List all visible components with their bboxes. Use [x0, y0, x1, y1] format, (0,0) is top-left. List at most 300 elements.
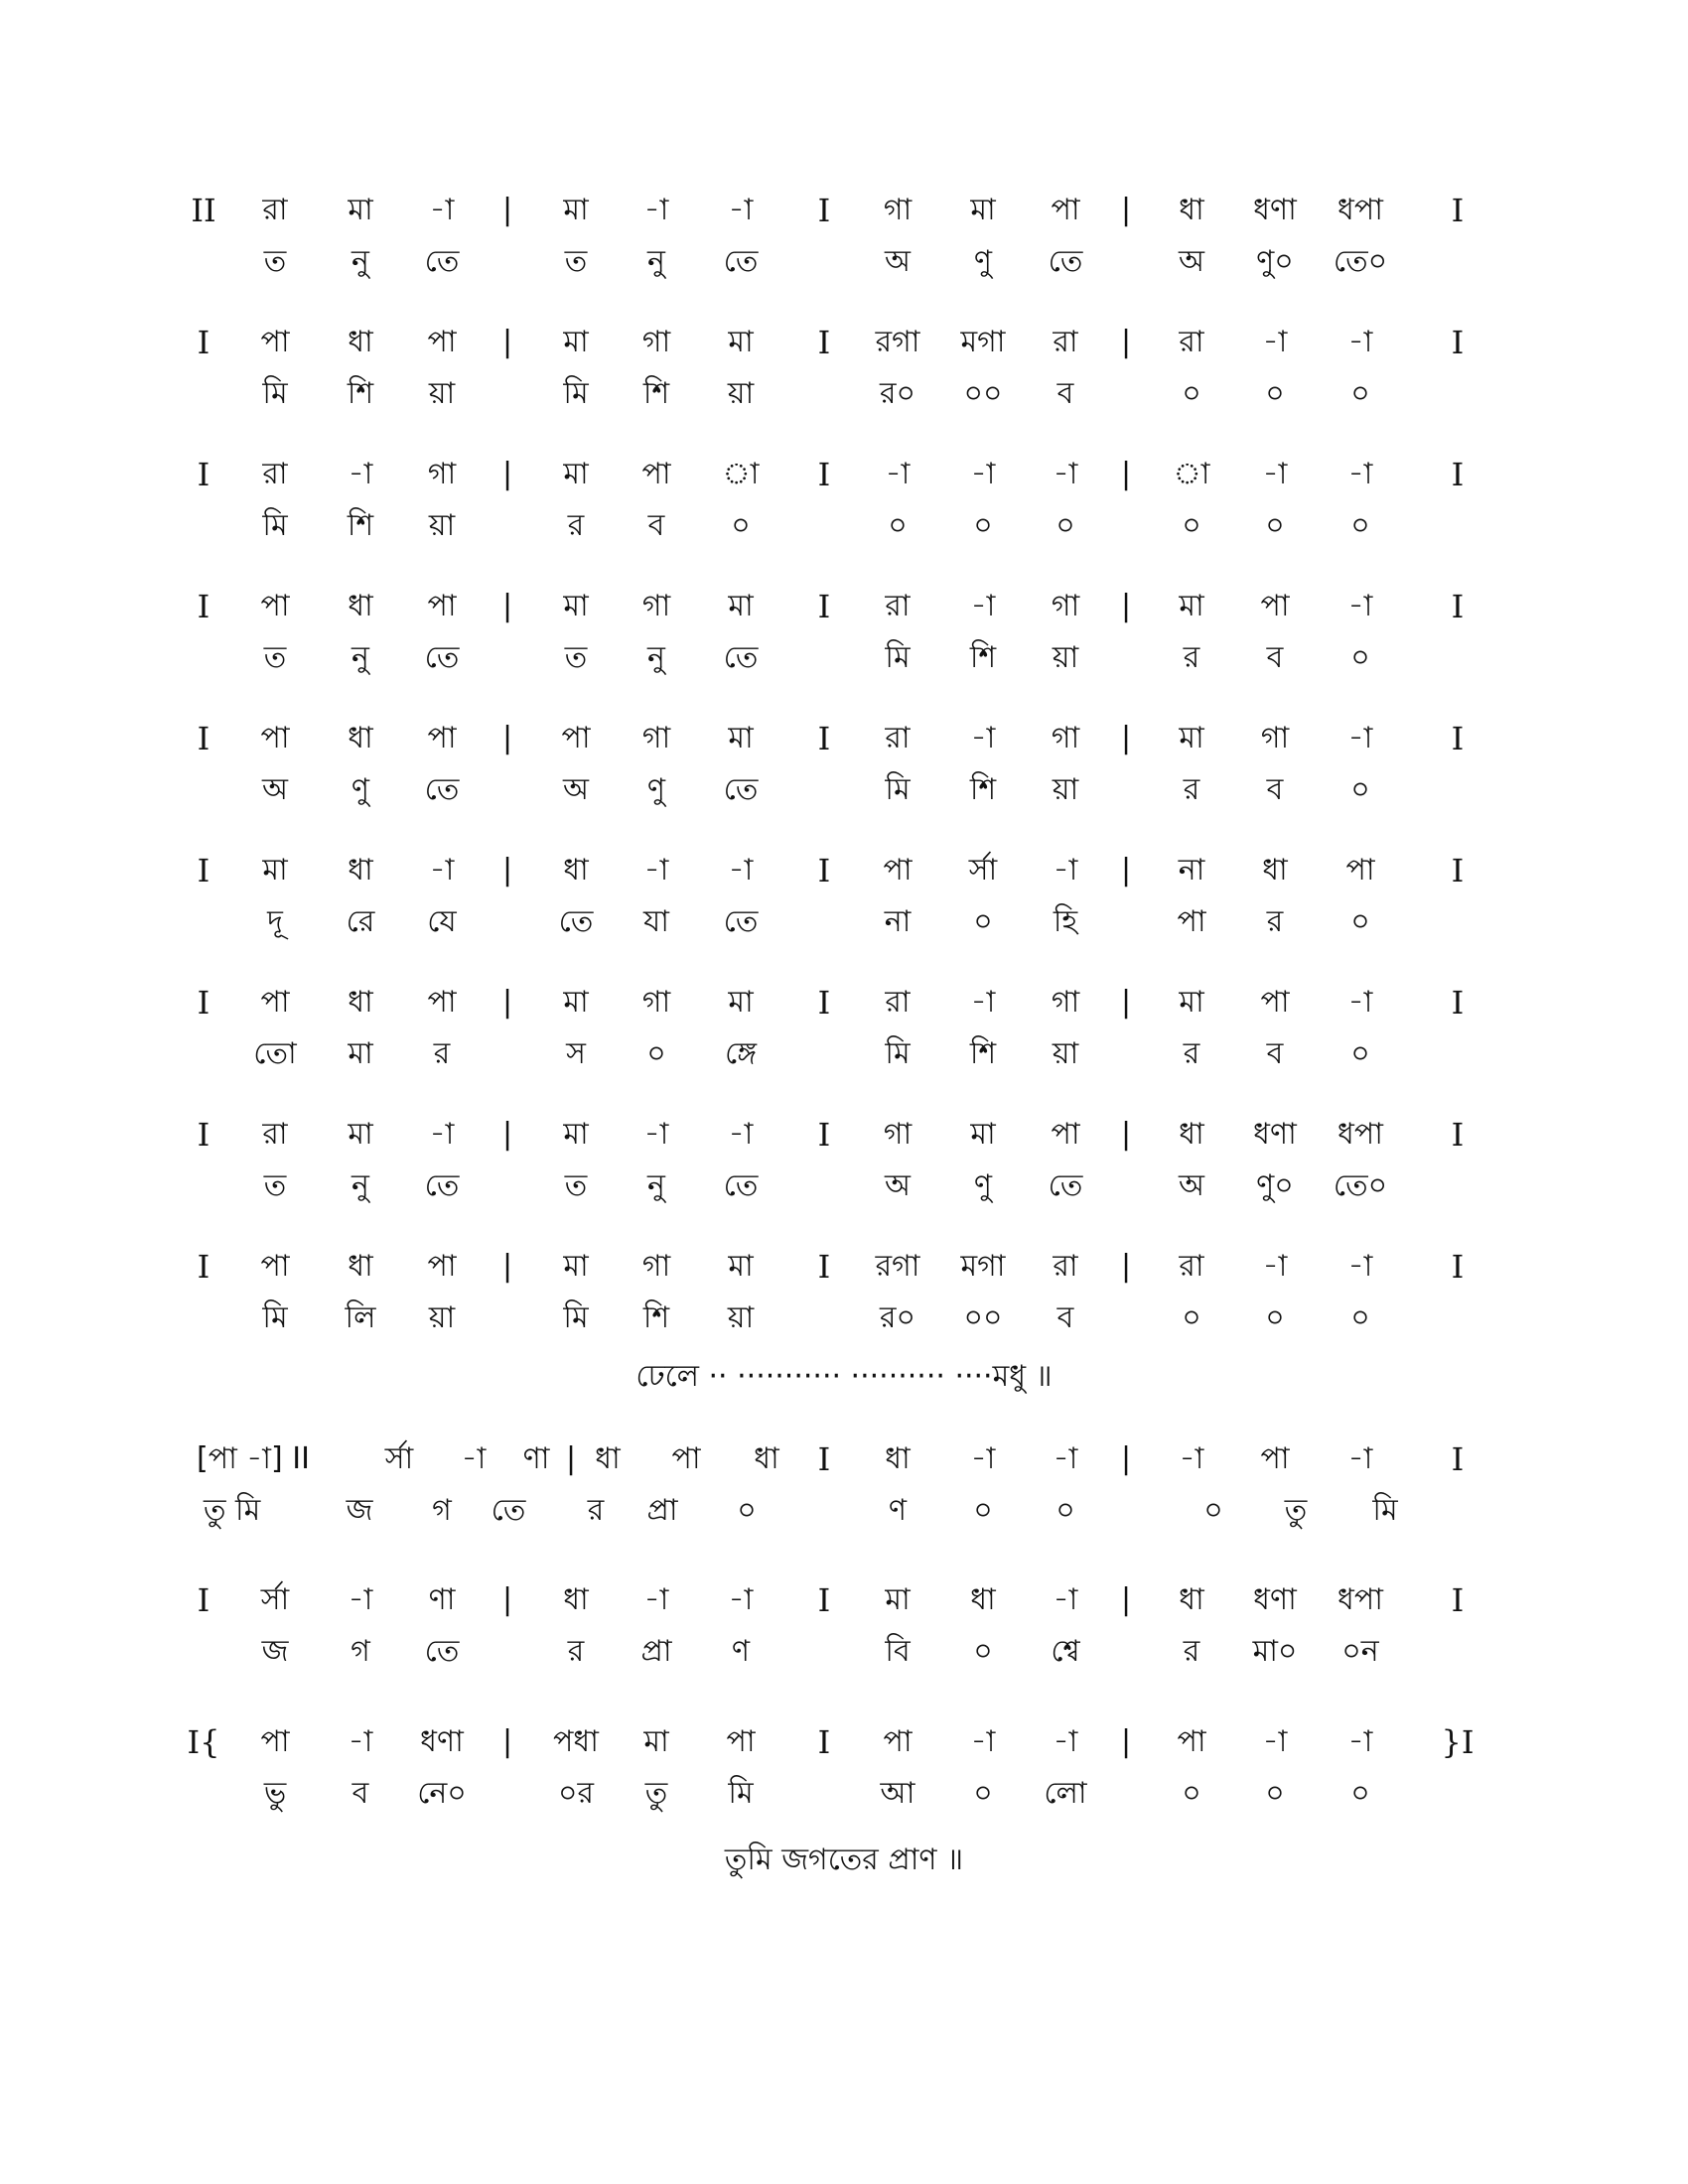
- swara-note: -া: [970, 1441, 996, 1476]
- beat-divider: |: [1120, 1582, 1132, 1617]
- lyric-syllable: ব: [1056, 1300, 1074, 1335]
- swara-note: না: [1178, 853, 1205, 887]
- lyric-syllable: তে: [424, 1634, 460, 1669]
- lyric-row: [0, 372, 1688, 416]
- swara-note: -া: [643, 1582, 669, 1617]
- swara-note: -া: [348, 1582, 373, 1617]
- lyric-syllable: ০: [973, 1634, 993, 1669]
- lyric-syllable: ত: [263, 244, 287, 279]
- swara-note: মা: [728, 1249, 754, 1284]
- swara-note: -া: [643, 1117, 669, 1152]
- swara-row: [0, 1113, 1688, 1157]
- swara-note: -া: [970, 985, 996, 1020]
- swara-note: -া: [1262, 457, 1288, 491]
- lyric-syllable: ০: [1265, 376, 1285, 411]
- swara-note: ধপা: [1337, 1582, 1383, 1617]
- swara-note: -া: [1347, 325, 1373, 359]
- lyric-syllable: তে: [424, 244, 460, 279]
- swara-note: গা: [883, 1117, 913, 1152]
- lyric-syllable: ব: [1056, 376, 1074, 411]
- lyric-syllable: তে: [558, 904, 594, 939]
- lyric-syllable: মি: [885, 640, 911, 675]
- lyric-syllable: মা: [348, 1036, 373, 1071]
- lyric-syllable: ণু: [646, 772, 666, 807]
- swara-note: মা: [1179, 721, 1204, 755]
- swara-row: [0, 981, 1688, 1024]
- swara-note: গা: [1051, 985, 1080, 1020]
- lyric-syllable: শি: [969, 1036, 997, 1071]
- swara-note: -া: [1347, 589, 1373, 623]
- lyric-syllable: তে: [723, 640, 759, 675]
- lyric-syllable: ০: [973, 904, 993, 939]
- swara-note: রগা: [875, 325, 920, 359]
- swara-note: -া: [1179, 1441, 1204, 1476]
- bar-line: I: [817, 1723, 831, 1761]
- lyric-syllable: ০: [737, 1493, 757, 1528]
- swara-note: ধা: [563, 1582, 589, 1617]
- lyric-syllable: ভু: [263, 1776, 287, 1811]
- lyric-syllable: ণ: [888, 1493, 908, 1528]
- swara-note: -া: [1347, 1249, 1373, 1284]
- lyric-syllable: যে: [427, 904, 457, 939]
- lyric-syllable: ০: [1350, 1776, 1370, 1811]
- lyric-syllable: র: [1183, 640, 1200, 675]
- swara-note: পা: [671, 1441, 701, 1476]
- beat-divider: |: [501, 1582, 513, 1617]
- swara-note: -া: [1053, 457, 1078, 491]
- bar-open: I: [197, 588, 211, 625]
- swara-note: রা: [1053, 325, 1078, 359]
- lyric-syllable: তো: [253, 1036, 297, 1071]
- lyric-syllable: ০০: [963, 376, 1003, 411]
- lyric-syllable: লো: [1044, 1776, 1087, 1811]
- lyric-syllable: নু: [647, 244, 665, 279]
- lyric-syllable: র: [587, 1493, 605, 1528]
- lyric-syllable: য়া: [1052, 772, 1079, 807]
- swara-note: পা: [561, 721, 591, 755]
- bar-close: I: [1451, 984, 1465, 1022]
- swara-note: পা: [260, 325, 290, 359]
- swara-note: মা: [728, 325, 754, 359]
- lyric-syllable: র: [567, 508, 585, 543]
- lyric-syllable: র: [1183, 772, 1200, 807]
- lyric-syllable: র০: [879, 376, 916, 411]
- lyric-syllable: ব: [1266, 772, 1284, 807]
- swara-note: ধা: [970, 1582, 996, 1617]
- bar-open: I: [197, 1248, 211, 1286]
- refrain-line: ঢেলে ·· ··········· ·········· ····মধু ॥: [635, 1359, 1053, 1394]
- lyric-syllable: তু: [1284, 1493, 1308, 1528]
- swara-note: মা: [563, 193, 589, 227]
- swara-note: -া: [728, 1582, 754, 1617]
- lyric-syllable: য়া: [428, 508, 456, 543]
- bar-line: I: [817, 1116, 831, 1154]
- bar-open: I: [197, 1116, 211, 1154]
- swara-note: পা: [1177, 1724, 1206, 1759]
- swara-note: রা: [1179, 1249, 1204, 1284]
- lyric-syllable: ব: [647, 508, 665, 543]
- lyric-syllable: য়া: [428, 376, 456, 411]
- lyric-syllable: ণ: [731, 1634, 751, 1669]
- lyric-syllable: য়া: [727, 376, 755, 411]
- beat-divider: |: [501, 457, 513, 491]
- lyric-row: [0, 1164, 1688, 1208]
- swara-note: মা: [728, 721, 754, 755]
- lyric-syllable: ব: [1266, 640, 1284, 675]
- lyric-syllable: ণু: [973, 1168, 993, 1203]
- swara-note: ধা: [348, 325, 373, 359]
- lyric-row: [0, 1772, 1688, 1816]
- beat-divider: |: [1120, 193, 1132, 227]
- swara-note: -া: [643, 193, 669, 227]
- swara-row: [0, 189, 1688, 232]
- lyric-row: [0, 1630, 1688, 1674]
- lyric-syllable: মি: [563, 1300, 589, 1335]
- refrain-line: তুমি জগতের প্রাণ ॥: [724, 1843, 964, 1877]
- lyric-syllable: ০: [1055, 1493, 1075, 1528]
- lyric-syllable: তে: [1048, 1168, 1083, 1203]
- lyric-syllable: না: [884, 904, 912, 939]
- lyric-syllable: ০: [731, 508, 751, 543]
- swara-note: -া: [970, 721, 996, 755]
- beat-divider: |: [501, 853, 513, 887]
- lyric-syllable: ণু০: [1256, 244, 1294, 279]
- lyric-syllable: প্রা: [646, 1493, 678, 1528]
- lyric-syllable: গ: [351, 1634, 370, 1669]
- lyric-syllable: ত: [263, 640, 287, 675]
- lyric-syllable: স: [566, 1036, 586, 1071]
- antara-lyric-prefix: তু মি: [204, 1493, 261, 1528]
- swara-note: পা: [427, 589, 457, 623]
- lyric-syllable: নু: [352, 1168, 369, 1203]
- beat-divider: |: [565, 1441, 577, 1476]
- beat-divider: |: [1120, 1441, 1132, 1476]
- antara-prefix: [পা -া] II: [197, 1441, 310, 1476]
- swara-note: -া: [1347, 1441, 1373, 1476]
- lyric-syllable: মি: [728, 1776, 754, 1811]
- bar-close: I: [1451, 1581, 1465, 1619]
- beat-divider: |: [501, 1249, 513, 1284]
- bar-open: I: [197, 984, 211, 1022]
- swara-note: ধা: [348, 589, 373, 623]
- swara-note: া: [1173, 457, 1210, 491]
- swara-note: মা: [563, 325, 589, 359]
- beat-divider: |: [1120, 1724, 1132, 1759]
- swara-note: গা: [641, 589, 671, 623]
- swara-note: -া: [1347, 457, 1373, 491]
- beat-divider: |: [1120, 325, 1132, 359]
- bar-line: I: [817, 456, 831, 493]
- lyric-syllable: ০: [1350, 904, 1370, 939]
- bar-open: I: [197, 1581, 211, 1619]
- swara-note: ধা: [348, 1249, 373, 1284]
- lyric-syllable: ০: [1182, 376, 1201, 411]
- beat-divider: |: [501, 325, 513, 359]
- beat-divider: |: [1120, 1249, 1132, 1284]
- lyric-syllable: ০: [1182, 1300, 1201, 1335]
- swara-note: -া: [1262, 325, 1288, 359]
- lyric-syllable: য়া: [428, 1300, 456, 1335]
- swara-note: পা: [260, 589, 290, 623]
- lyric-syllable: য়া: [727, 1300, 755, 1335]
- swara-note: ধা: [348, 853, 373, 887]
- swara-note: মা: [643, 1724, 669, 1759]
- swara-note: মা: [970, 193, 996, 227]
- beat-divider: |: [1120, 985, 1132, 1020]
- swara-note: -া: [1347, 1724, 1373, 1759]
- swara-note: পা: [427, 1249, 457, 1284]
- beat-divider: |: [501, 985, 513, 1020]
- lyric-syllable: র: [1266, 904, 1284, 939]
- swara-note: পা: [1260, 985, 1290, 1020]
- bar-line: I: [817, 1440, 831, 1478]
- swara-note: ধণা: [1253, 1117, 1297, 1152]
- bar-close: I: [1451, 852, 1465, 889]
- swara-note: রা: [885, 589, 911, 623]
- swara-note: ধপা: [1337, 193, 1383, 227]
- swara-note: মা: [563, 985, 589, 1020]
- swara-note: -া: [429, 853, 455, 887]
- lyric-syllable: তে: [723, 772, 759, 807]
- lyric-syllable: ০: [1350, 1300, 1370, 1335]
- swara-note: গা: [641, 1249, 671, 1284]
- swara-note: -া: [1262, 1724, 1288, 1759]
- lyric-row: [0, 504, 1688, 548]
- lyric-syllable: ০০: [963, 1300, 1003, 1335]
- swara-note: মা: [728, 589, 754, 623]
- lyric-syllable: ০ন: [1341, 1634, 1379, 1669]
- swara-note: ধণা: [420, 1724, 464, 1759]
- swara-note: ধা: [1262, 853, 1288, 887]
- swara-note: পা: [1260, 589, 1290, 623]
- lyric-syllable: ০: [1265, 508, 1285, 543]
- lyric-syllable: ০: [888, 508, 908, 543]
- beat-divider: |: [1120, 457, 1132, 491]
- swara-note: ধা: [563, 853, 589, 887]
- swara-note: -া: [970, 457, 996, 491]
- lyric-syllable: হি: [1053, 904, 1078, 939]
- lyric-syllable: মি: [262, 1300, 288, 1335]
- swara-note: মা: [563, 1117, 589, 1152]
- lyric-syllable: র: [433, 1036, 451, 1071]
- lyric-syllable: ০: [1055, 508, 1075, 543]
- lyric-syllable: ব: [1266, 1036, 1284, 1071]
- swara-note: রা: [885, 721, 911, 755]
- lyric-syllable: জ: [346, 1493, 373, 1528]
- swara-note: রা: [262, 193, 288, 227]
- beat-divider: |: [1120, 589, 1132, 623]
- lyric-syllable: শি: [347, 376, 374, 411]
- swara-note: ধপা: [1337, 1117, 1383, 1152]
- lyric-syllable: ০: [1350, 772, 1370, 807]
- lyric-syllable: র: [567, 1634, 585, 1669]
- swara-note: -া: [429, 193, 455, 227]
- swara-note: পা: [1051, 1117, 1080, 1152]
- bar-open: I: [197, 852, 211, 889]
- bar-close: }I: [1441, 1723, 1475, 1761]
- lyric-row: [0, 1032, 1688, 1076]
- bar-line: I: [817, 984, 831, 1022]
- bar-line: I: [817, 852, 831, 889]
- lyric-syllable: নে০: [417, 1776, 467, 1811]
- swara-note: -া: [970, 589, 996, 623]
- lyric-row: [0, 1297, 1688, 1340]
- swara-note: মা: [348, 1117, 373, 1152]
- swara-note: রা: [262, 457, 288, 491]
- swara-note: -া: [643, 853, 669, 887]
- lyric-syllable: ০: [1350, 1036, 1370, 1071]
- swara-note: পা: [726, 1724, 756, 1759]
- swara-note: -া: [1053, 1441, 1078, 1476]
- lyric-syllable: আ: [880, 1776, 915, 1811]
- lyric-syllable: শ্বে: [1051, 1634, 1080, 1669]
- lyric-syllable: শি: [642, 376, 670, 411]
- lyric-syllable: তে০: [1333, 244, 1388, 279]
- lyric-syllable: ০: [973, 1776, 993, 1811]
- bar-close: I: [1451, 1248, 1465, 1286]
- lyric-syllable: ০: [646, 1036, 666, 1071]
- swara-note: মা: [563, 589, 589, 623]
- swara-note: ধা: [348, 985, 373, 1020]
- swara-row: [0, 1437, 1688, 1481]
- swara-row: [0, 1245, 1688, 1289]
- lyric-syllable: ব: [352, 1776, 369, 1811]
- swara-note: পা: [260, 985, 290, 1020]
- swara-row: [0, 453, 1688, 496]
- swara-row: [0, 849, 1688, 892]
- beat-divider: |: [501, 1724, 513, 1759]
- lyric-syllable: মি: [262, 508, 288, 543]
- swara-note: গা: [427, 457, 457, 491]
- lyric-syllable: ণু: [973, 244, 993, 279]
- swara-note: -া: [1347, 721, 1373, 755]
- bar-line: I: [817, 720, 831, 757]
- swara-note: -া: [348, 1724, 373, 1759]
- lyric-row: [0, 636, 1688, 680]
- lyric-syllable: দূ: [267, 904, 283, 939]
- lyric-syllable: তে: [424, 640, 460, 675]
- lyric-syllable: য়া: [1052, 640, 1079, 675]
- lyric-syllable: মি: [885, 772, 911, 807]
- swara-note: পা: [1345, 853, 1375, 887]
- lyric-syllable: মা০: [1252, 1634, 1298, 1669]
- swara-note: গা: [641, 325, 671, 359]
- swara-note: ধা: [1179, 193, 1204, 227]
- swara-note: মগা: [960, 1249, 1006, 1284]
- swara-note: গা: [1260, 721, 1290, 755]
- swara-note: মা: [885, 1582, 911, 1617]
- swara-note: ণা: [522, 1441, 550, 1476]
- swara-note: র্সা: [260, 1582, 290, 1617]
- lyric-syllable: অ: [885, 1168, 911, 1203]
- lyric-syllable: ০: [1265, 1300, 1285, 1335]
- swara-note: পা: [641, 457, 671, 491]
- bar-line: I: [817, 324, 831, 361]
- bar-close: I: [1451, 324, 1465, 361]
- lyric-syllable: মি: [262, 376, 288, 411]
- swara-note: মা: [348, 193, 373, 227]
- lyric-syllable: নু: [647, 1168, 665, 1203]
- lyric-syllable: যা: [643, 904, 669, 939]
- swara-note: পা: [1051, 193, 1080, 227]
- swara-row: [0, 1578, 1688, 1622]
- lyric-syllable: র: [1183, 1634, 1200, 1669]
- lyric-row: [0, 1489, 1688, 1533]
- swara-note: -া: [1262, 1249, 1288, 1284]
- bar-open: I: [197, 324, 211, 361]
- bar-open: I{: [187, 1723, 220, 1761]
- swara-note: -া: [970, 1724, 996, 1759]
- swara-note: া: [722, 457, 760, 491]
- lyric-syllable: অ: [1179, 1168, 1204, 1203]
- lyric-syllable: তে: [424, 1168, 460, 1203]
- swara-note: রা: [885, 985, 911, 1020]
- lyric-syllable: নু: [647, 640, 665, 675]
- lyric-syllable: ০: [1350, 640, 1370, 675]
- swara-note: গা: [641, 721, 671, 755]
- lyric-syllable: তু: [644, 1776, 668, 1811]
- swara-note: -া: [1053, 853, 1078, 887]
- lyric-syllable: জ: [261, 1634, 289, 1669]
- swara-note: ধা: [595, 1441, 621, 1476]
- bar-close: I: [1451, 720, 1465, 757]
- lyric-row: [0, 900, 1688, 944]
- lyric-syllable: র: [1183, 1036, 1200, 1071]
- lyric-syllable: মি: [563, 376, 589, 411]
- swara-row: [0, 717, 1688, 760]
- swara-note: গা: [1051, 589, 1080, 623]
- lyric-syllable: অ: [1179, 244, 1204, 279]
- lyric-syllable: শি: [969, 772, 997, 807]
- swara-note: মা: [262, 853, 288, 887]
- lyric-syllable: ০: [1350, 508, 1370, 543]
- swara-row: [0, 585, 1688, 628]
- swara-note: পা: [883, 1724, 913, 1759]
- lyric-syllable: তে: [1048, 244, 1083, 279]
- lyric-syllable: ০: [973, 1493, 993, 1528]
- bar-line: I: [817, 588, 831, 625]
- swara-note: পা: [260, 721, 290, 755]
- swara-note: মা: [563, 1249, 589, 1284]
- beat-divider: |: [501, 1117, 513, 1152]
- lyric-syllable: ণু: [351, 772, 370, 807]
- lyric-syllable: মি: [1372, 1493, 1398, 1528]
- lyric-syllable: ০: [973, 508, 993, 543]
- swara-note: পা: [1260, 1441, 1290, 1476]
- lyric-syllable: ০: [1182, 508, 1201, 543]
- lyric-syllable: ০: [1265, 1776, 1285, 1811]
- lyric-syllable: তে: [424, 772, 460, 807]
- bar-open: I: [197, 720, 211, 757]
- bar-close: I: [1451, 192, 1465, 229]
- lyric-syllable: ত: [564, 640, 588, 675]
- swara-note: -া: [429, 1117, 455, 1152]
- swara-note: পা: [883, 853, 913, 887]
- lyric-syllable: পা: [1177, 904, 1206, 939]
- bar-open: I: [197, 456, 211, 493]
- swara-note: ধণা: [1253, 1582, 1297, 1617]
- bar-close: I: [1451, 588, 1465, 625]
- lyric-syllable: গ: [432, 1493, 452, 1528]
- swara-note: -া: [461, 1441, 487, 1476]
- swara-note: র্সা: [384, 1441, 414, 1476]
- swara-note: মগা: [960, 325, 1006, 359]
- swara-note: গা: [883, 193, 913, 227]
- bar-line: I: [817, 192, 831, 229]
- swara-note: পা: [260, 1724, 290, 1759]
- swara-note: ধা: [754, 1441, 779, 1476]
- bar-close: I: [1451, 1116, 1465, 1154]
